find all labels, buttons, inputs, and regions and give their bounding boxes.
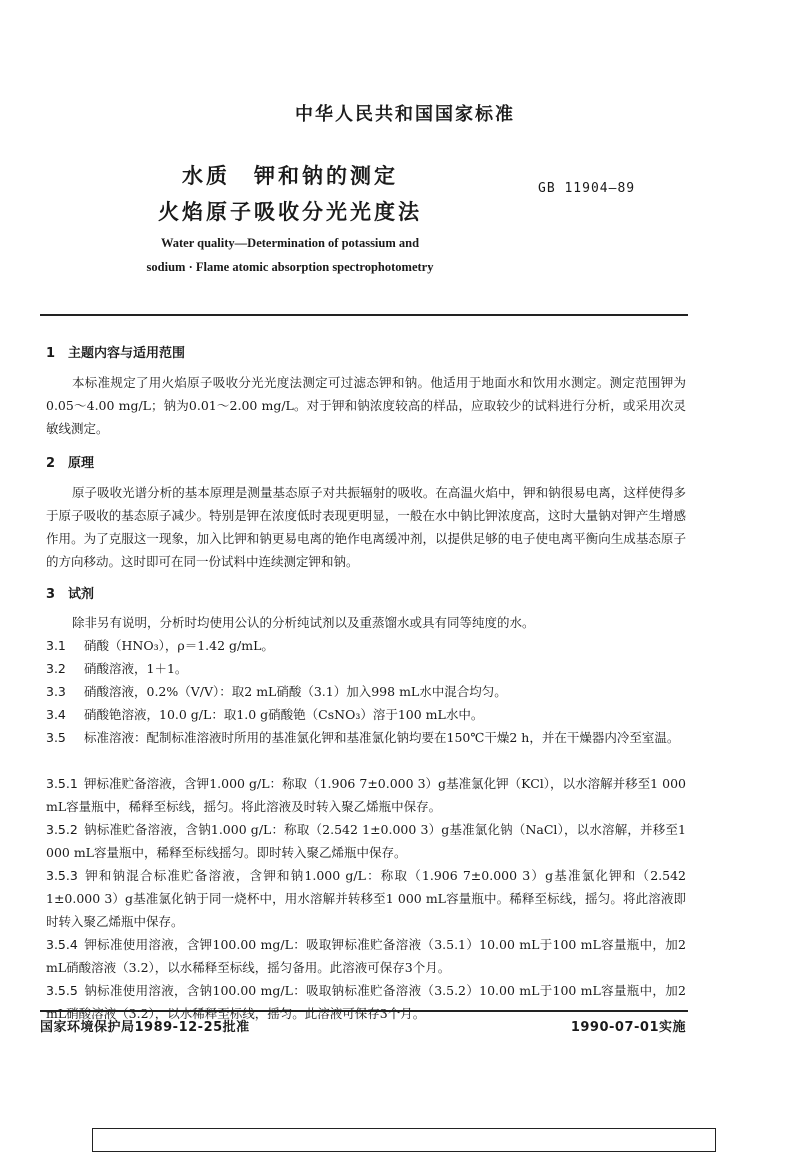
reagent-item-text: 硝酸铯溶液，10.0 g/L：取1.0 g硝酸铯（CsNO₃）溶于100 mL水中。: [84, 707, 484, 722]
reagent-item-number: 3.5.5: [46, 983, 78, 998]
reagent-item: [46, 772, 686, 818]
section-1-title: 主题内容与适用范围: [68, 346, 186, 361]
reagent-item-number: 3.5.2: [46, 822, 78, 837]
section-3-number: 3: [46, 587, 56, 602]
bottom-frame: [92, 1128, 716, 1152]
section-3-intro: 除非另有说明，分析时均使用公认的分析纯试剂以及重蒸馏水或具有同等纯度的水。: [72, 615, 535, 630]
title-zh-line2: 火焰原子吸收分光光度法: [158, 200, 422, 224]
reagent-item: [46, 933, 686, 979]
section-3-heading: [46, 583, 94, 602]
reagent-item-text: 硝酸溶液，1＋1。: [84, 661, 188, 676]
standard-code: GB 11904—89: [538, 181, 636, 196]
top-rule: [40, 314, 688, 316]
reagent-item-text: 硝酸溶液，0.2%（V/V）：取2 mL硝酸（3.1）加入998 mL水中混合均匀。: [84, 684, 507, 699]
reagent-item: [46, 818, 686, 864]
reagent-item-number: 3.4: [46, 707, 66, 722]
approval-info: 国家环境保护局1989-12-25批准: [40, 1020, 250, 1035]
reagent-item-text: 钠标准贮备溶液，含钠1.000 g/L：称取（2.542 1±0.000 3）g基准氯化钠（NaCl），以水溶解，并移至1 000 mL容量瓶中，稀释至标线摇匀。即时转入聚乙烯瓶中保存。: [46, 822, 686, 860]
section-1-body: 本标准规定了用火焰原子吸收分光光度法测定可过滤态钾和钠。他适用于地面水和饮用水测定。测定范围钾为0.05～4.00 mg/L；钠为0.01～2.00 mg/L。对于钾和钠浓度较高的样品，应取较少的试料进行分析，或采用次灵敏线测定。: [46, 375, 686, 436]
bottom-rule: [40, 1010, 688, 1012]
title-zh-line1: 水质 钾和钠的测定: [182, 164, 398, 188]
section-3-title: 试剂: [68, 587, 95, 602]
reagent-item: [46, 703, 686, 726]
reagent-item: [46, 680, 686, 703]
reagent-item-number: 3.5.1: [46, 776, 78, 791]
section-2-number: 2: [46, 456, 56, 471]
section-1-number: 1: [46, 346, 56, 361]
reagent-item: [46, 657, 686, 680]
reagent-item-text: 钾标准使用溶液，含钾100.00 mg/L：吸取钾标准贮备溶液（3.5.1）10.00 mL于100 mL容量瓶中，加2 mL硝酸溶液（3.2），以水稀释至标线，摇匀备用。此溶液可保存3个月。: [46, 937, 686, 975]
reagent-item-text: 硝酸（HNO₃），ρ＝1.42 g/mL。: [84, 638, 274, 653]
standard-title: 中华人民共和国国家标准: [295, 104, 515, 125]
reagent-item-number: 3.5: [46, 730, 66, 745]
reagent-item-number: 3.3: [46, 684, 66, 699]
reagent-item-number: 3.5.4: [46, 937, 78, 952]
reagent-item-text: 钠标准使用溶液，含钠100.00 mg/L：吸取钠标准贮备溶液（3.5.2）10.00 mL于100 mL容量瓶中，加2 mL硝酸溶液（3.2），以水稀释至标线，摇匀。此溶液可保存3个月。: [46, 983, 686, 1021]
effective-date: 1990-07-01实施: [570, 1020, 686, 1035]
reagent-item: [46, 726, 686, 749]
title-en-line2: sodium · Flame atomic absorption spectrophotometry: [146, 260, 434, 274]
reagent-item-text: 钾标准贮备溶液，含钾1.000 g/L：称取（1.906 7±0.000 3）g基准氯化钾（KCl），以水溶解并移至1 000 mL容量瓶中，稀释至标线，摇匀。将此溶液及时转入聚乙烯瓶中保存。: [46, 776, 686, 814]
reagent-item: [46, 864, 686, 933]
reagent-item-number: 3.1: [46, 638, 66, 653]
reagent-item: [46, 634, 686, 657]
section-2-heading: [46, 452, 94, 471]
reagent-item-text: 标准溶液：配制标准溶液时所用的基准氯化钾和基准氯化钠均要在150℃干燥2 h，并在干燥器内冷至室温。: [84, 730, 680, 745]
reagent-item-text: 钾和钠混合标准贮备溶液，含钾和钠1.000 g/L：称取（1.906 7±0.000 3）g基准氯化钾和（2.542 1±0.000 3）g基准氯化钠于同一烧杯中，用水溶解并转移至1 000 mL容量瓶中。稀释至标线，摇匀。将此溶液即时转入聚乙烯瓶中保存。: [46, 868, 686, 929]
section-2-title: 原理: [68, 456, 95, 471]
reagent-item-number: 3.2: [46, 661, 66, 676]
section-2-body: 原子吸收光谱分析的基本原理是测量基态原子对共振辐射的吸收。在高温火焰中，钾和钠很易电离，这样使得多于原子吸收的基态原子减少。特别是钾在浓度低时表现更明显，一般在水中钠比钾浓度高，这时大量钠对钾产生增感作用。为了克服这一现象，加入比钾和钠更易电离的铯作电离缓冲剂，以提供足够的电子使电离平衡向生成基态原子的方向移动。这时即可在同一份试料中连续测定钾和钠。: [46, 485, 686, 569]
title-en-line1: Water quality—Determination of potassium and: [160, 236, 420, 250]
section-1-heading: [46, 342, 185, 361]
reagent-item-number: 3.5.3: [46, 868, 78, 883]
